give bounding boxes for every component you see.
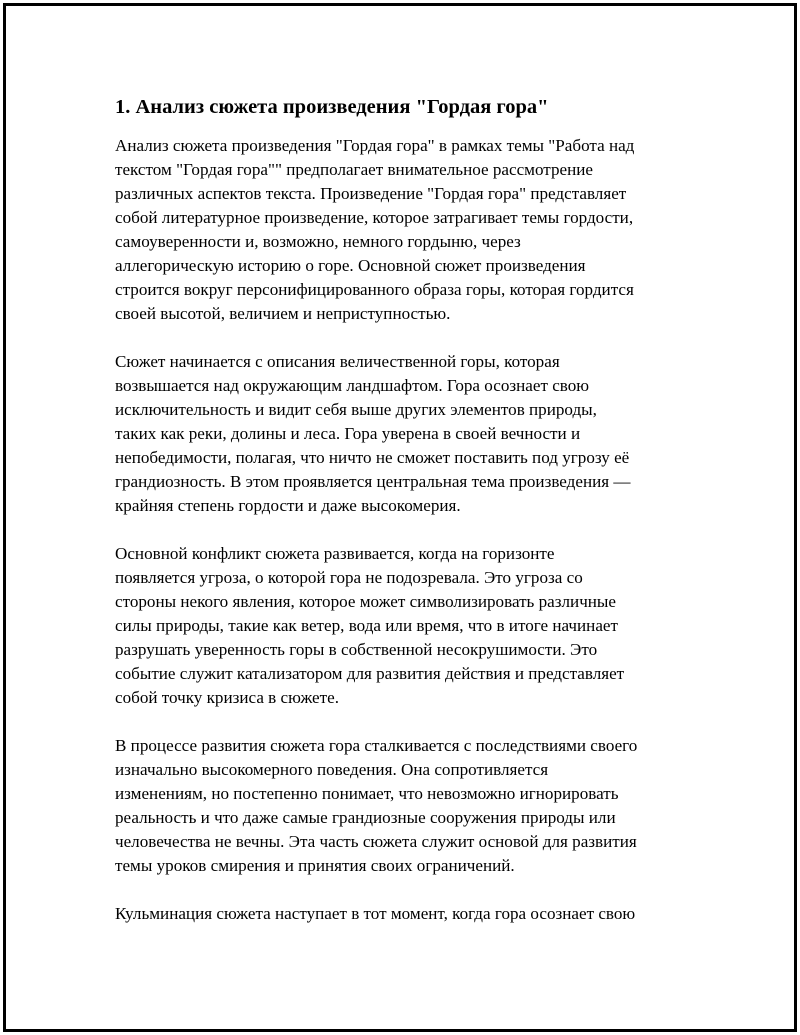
paragraph-line: Основной конфликт сюжета развивается, когда на горизонте: [115, 544, 555, 563]
paragraph-line: возвышается над окружающим ландшафтом. Гора осознает свою: [115, 376, 590, 395]
document-body: [115, 93, 695, 950]
paragraph-line: строится вокруг персонифицированного образа горы, которая гордится: [115, 280, 634, 299]
paragraph-line: своей высотой, величием и неприступностью.: [115, 304, 451, 323]
paragraph-line: силы природы, такие как ветер, вода или время, что в итоге начинает: [115, 616, 618, 635]
paragraph-line: собой точку кризиса в сюжете.: [115, 688, 339, 707]
paragraph-line: событие служит катализатором для развития действия и представляет: [115, 664, 625, 683]
paragraph-line: изначально высокомерного поведения. Она сопротивляется: [115, 760, 549, 779]
paragraph: [115, 542, 695, 710]
paragraph-line: собой литературное произведение, которое затрагивает темы гордости,: [115, 208, 634, 227]
paragraph-line: изменениям, но постепенно понимает, что невозможно игнорировать: [115, 784, 619, 803]
paragraph: [115, 734, 695, 878]
paragraph-line: текстом "Гордая гора"" предполагает внимательное рассмотрение: [115, 160, 593, 179]
paragraph: [115, 350, 695, 518]
paragraph-line: различных аспектов текста. Произведение "Гордая гора" представляет: [115, 184, 627, 203]
paragraph-line: В процессе развития сюжета гора сталкивается с последствиями своего: [115, 736, 638, 755]
paragraph-line: стороны некого явления, которое может символизировать различные: [115, 592, 617, 611]
paragraphs-container: [115, 134, 695, 926]
paragraph: [115, 134, 695, 326]
paragraph-line: аллегорическую историю о горе. Основной сюжет произведения: [115, 256, 586, 275]
paragraph-line: крайняя степень гордости и даже высокомерия.: [115, 496, 461, 515]
paragraph-line: человечества не вечны. Эта часть сюжета служит основой для развития: [115, 832, 637, 851]
paragraph-line: реальность и что даже самые грандиозные сооружения природы или: [115, 808, 616, 827]
paragraph: [115, 902, 695, 926]
paragraph-line: Анализ сюжета произведения "Гордая гора" в рамках темы "Работа над: [115, 136, 635, 155]
paragraph-line: грандиозность. В этом проявляется центральная тема произведения —: [115, 472, 631, 491]
paragraph-line: появляется угроза, о которой гора не подозревала. Это угроза со: [115, 568, 583, 587]
paragraph-line: самоуверенности и, возможно, немного гордыню, через: [115, 232, 521, 251]
paragraph-line: непобедимости, полагая, что ничто не сможет поставить под угрозу её: [115, 448, 630, 467]
section-heading: 1. Анализ сюжета произведения "Гордая гора": [115, 96, 549, 118]
paragraph-line: Кульминация сюжета наступает в тот момент, когда гора осознает свою: [115, 904, 636, 923]
paragraph-line: темы уроков смирения и принятия своих ограничений.: [115, 856, 515, 875]
paragraph-line: Сюжет начинается с описания величественной горы, которая: [115, 352, 560, 371]
paragraph-line: исключительность и видит себя выше других элементов природы,: [115, 400, 597, 419]
paragraph-line: таких как реки, долины и леса. Гора уверена в своей вечности и: [115, 424, 581, 443]
paragraph-line: разрушать уверенность горы в собственной несокрушимости. Это: [115, 640, 598, 659]
